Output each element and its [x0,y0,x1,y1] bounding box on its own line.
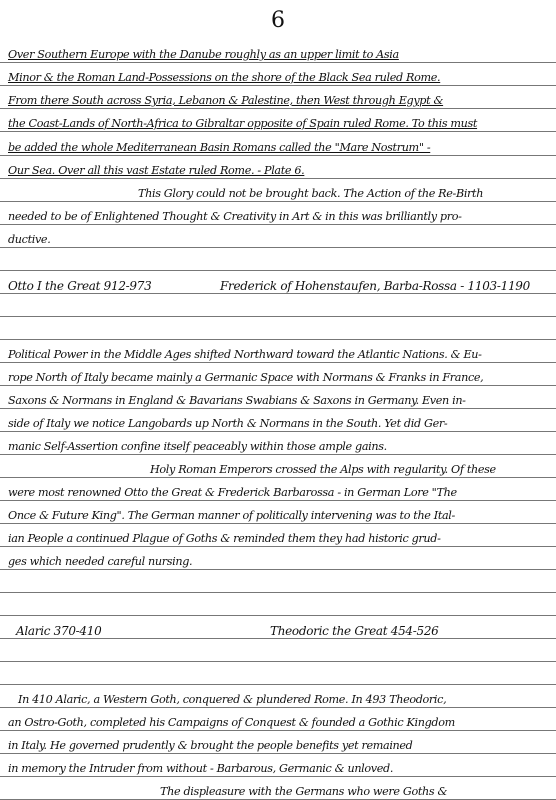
ruled-line [0,454,556,455]
text-line: in memory the Intruder from without - Barbarous, Germanic & unloved. [8,762,394,775]
section-heading-right: Frederick of Hohenstaufen, Barba-Rossa - 1103-1190 [220,279,530,293]
ruled-line [0,546,556,547]
text-line: Holy Roman Emperors crossed the Alps with regularity. Of these [150,463,496,476]
text-line: Minor & the Roman Land-Possessions on the shore of the Black Sea ruled Rome. [8,71,441,84]
ruled-line [0,293,556,294]
ruled-line [0,615,556,616]
ruled-line [0,201,556,202]
text-line: ian People a continued Plague of Goths & reminded them they had historic grud- [8,532,441,545]
ruled-line [0,408,556,409]
ruled-line [0,776,556,777]
section-heading-left: Otto I the Great 912-973 [8,279,152,293]
ruled-line [0,155,556,156]
section-heading-left: Alaric 370-410 [16,624,102,638]
ruled-line [0,62,556,63]
text-line: were most renowned Otto the Great & Frederick Barbarossa - in German Lore "The [8,486,457,499]
ruled-line [0,270,556,271]
text-line: Once & Future King". The German manner of politically intervening was to the Ital- [8,509,455,522]
ruled-line [0,730,556,731]
text-line: needed to be of Enlightened Thought & Creativity in Art & in this was brilliantly pro- [8,210,462,223]
text-line: Over Southern Europe with the Danube roughly as an upper limit to Asia [8,48,399,61]
text-line: in Italy. He governed prudently & brought the people benefits yet remained [8,739,413,752]
ruled-line [0,523,556,524]
text-line: Saxons & Normans in England & Bavarians Swabians & Saxons in Germany. Even in- [8,394,466,407]
text-line: the Coast-Lands of North-Africa to Gibraltar opposite of Spain ruled Rome. To this must [8,117,478,130]
ruled-line [0,431,556,432]
ruled-line [0,661,556,662]
text-line: This Glory could not be brought back. The Action of the Re-Birth [138,187,484,200]
section-heading-right: Theodoric the Great 454-526 [270,624,439,638]
ruled-line [0,707,556,708]
ruled-line [0,638,556,639]
ruled-line [0,385,556,386]
ruled-line [0,247,556,248]
ruled-line [0,85,556,86]
ruled-line [0,339,556,340]
text-line: From there South across Syria, Lebanon & Palestine, then West through Egypt & [8,94,444,107]
ruled-line [0,592,556,593]
ruled-line [0,316,556,317]
text-line: side of Italy we notice Langobards up North & Normans in the South. Yet did Ger- [8,417,448,430]
ruled-line [0,362,556,363]
ruled-line [0,224,556,225]
text-line: ges which needed careful nursing. [8,555,193,568]
ruled-line [0,753,556,754]
text-line: Our Sea. Over all this vast Estate ruled Rome. - Plate 6. [8,164,305,177]
text-line: The displeasure with the Germans who were Goths & [160,785,448,798]
text-line: Political Power in the Middle Ages shifted Northward toward the Atlantic Nations. & Eu- [8,348,482,361]
text-line: ductive. [8,233,51,246]
ruled-line [0,477,556,478]
text-line: manic Self-Assertion confine itself peaceably within those ample gains. [8,440,387,453]
ruled-line [0,108,556,109]
text-line: be added the whole Mediterranean Basin Romans called the "Mare Nostrum" - [8,141,431,154]
text-line: rope North of Italy became mainly a Germanic Space with Normans & Franks in France, [8,371,484,384]
ruled-line [0,569,556,570]
text-line: an Ostro-Goth, completed his Campaigns of Conquest & founded a Gothic Kingdom [8,716,455,729]
text-line: In 410 Alaric, a Western Goth, conquered & plundered Rome. In 493 Theodoric, [18,693,447,706]
ruled-line [0,178,556,179]
page-number: 6 [271,8,285,33]
ruled-line [0,500,556,501]
ruled-line [0,131,556,132]
ruled-line [0,684,556,685]
